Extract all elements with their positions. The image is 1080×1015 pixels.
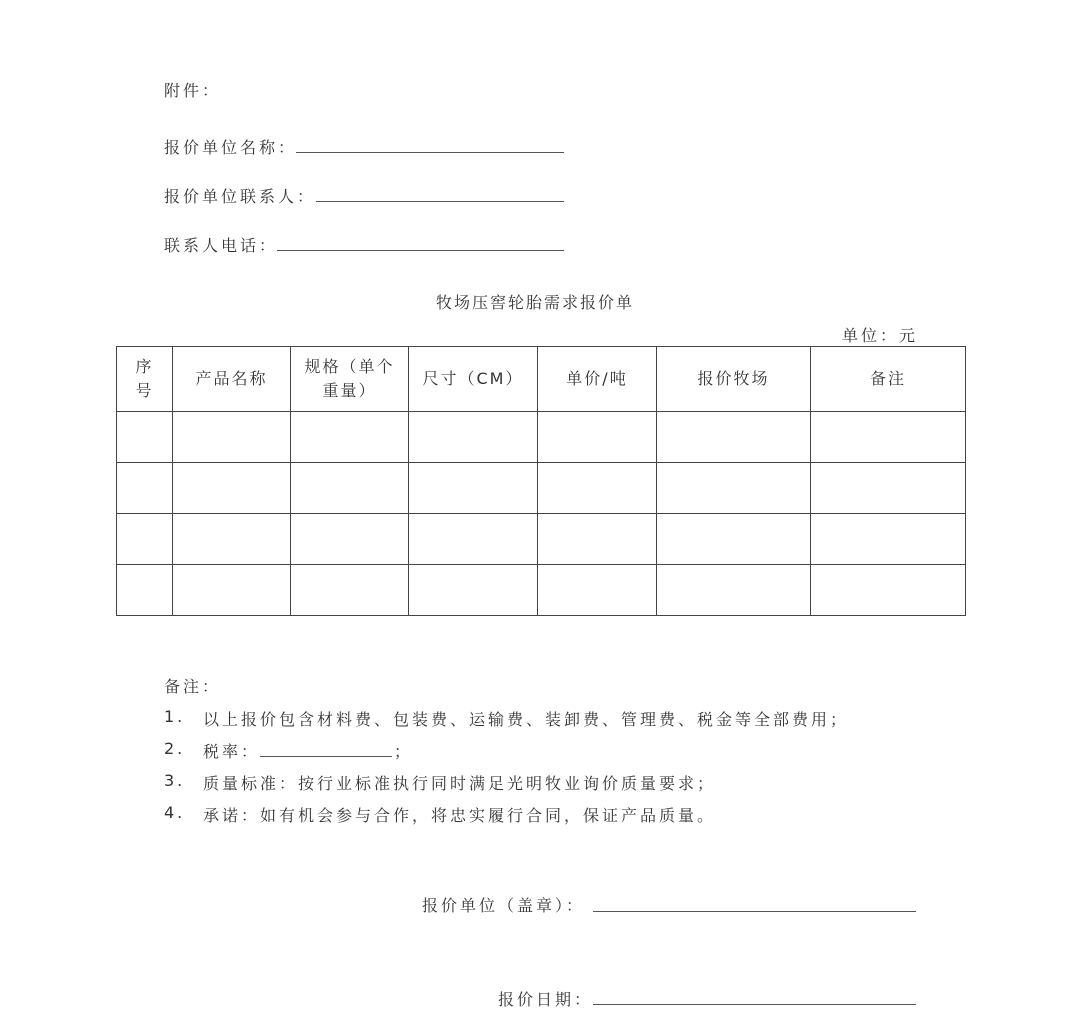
cell-size[interactable]: [409, 514, 538, 565]
header-ranch: 报价牧场: [657, 347, 811, 412]
cell-ranch[interactable]: [657, 514, 811, 565]
cell-size[interactable]: [409, 565, 538, 616]
note-text: 质量标准：按行业标准执行同时满足光明牧业询价质量要求；: [203, 774, 717, 793]
table-header-row: [117, 347, 966, 412]
table-row: [117, 514, 966, 565]
note-number: 4.: [164, 803, 186, 822]
cell-remarks[interactable]: [811, 514, 966, 565]
table-row: [117, 565, 966, 616]
note-number: 3.: [164, 771, 186, 790]
header-index: 序号: [117, 347, 173, 412]
unit-label: 单位：元: [842, 326, 919, 345]
note-text: 税率：: [203, 742, 261, 761]
cell-product-name[interactable]: [173, 412, 291, 463]
note-number: 1.: [164, 707, 186, 726]
cell-index[interactable]: [117, 463, 173, 514]
cell-product-name[interactable]: [173, 514, 291, 565]
note-suffix: ；: [394, 742, 414, 761]
table-row: [117, 412, 966, 463]
cell-remarks[interactable]: [811, 412, 966, 463]
table-row: [117, 463, 966, 514]
header-product-name: 产品名称: [173, 347, 291, 412]
company-name-field[interactable]: [296, 152, 564, 153]
note-text: 承诺：如有机会参与合作，将忠实履行合同，保证产品质量。: [203, 806, 717, 825]
seal-field[interactable]: [593, 911, 916, 912]
contact-phone-field[interactable]: [277, 250, 564, 251]
date-label: 报价日期：: [498, 990, 594, 1009]
cell-ranch[interactable]: [657, 463, 811, 514]
seal-label: 报价单位（盖章）：: [422, 896, 586, 915]
cell-unit-price[interactable]: [538, 514, 657, 565]
cell-spec[interactable]: [291, 565, 409, 616]
note-number: 2.: [164, 739, 186, 758]
cell-unit-price[interactable]: [538, 565, 657, 616]
company-name-label: 报价单位名称：: [164, 138, 298, 157]
cell-ranch[interactable]: [657, 412, 811, 463]
attachment-label: 附件：: [164, 81, 222, 100]
cell-remarks[interactable]: [811, 463, 966, 514]
contact-person-field[interactable]: [316, 201, 564, 202]
cell-unit-price[interactable]: [538, 412, 657, 463]
cell-remarks[interactable]: [811, 565, 966, 616]
cell-index[interactable]: [117, 514, 173, 565]
form-title: 牧场压窖轮胎需求报价单: [436, 293, 635, 312]
cell-ranch[interactable]: [657, 565, 811, 616]
contact-phone-label: 联系人电话：: [164, 236, 279, 255]
cell-index[interactable]: [117, 565, 173, 616]
cell-spec[interactable]: [291, 412, 409, 463]
cell-unit-price[interactable]: [538, 463, 657, 514]
cell-size[interactable]: [409, 412, 538, 463]
cell-index[interactable]: [117, 412, 173, 463]
header-remarks: 备注: [811, 347, 966, 412]
cell-product-name[interactable]: [173, 565, 291, 616]
cell-spec[interactable]: [291, 514, 409, 565]
cell-spec[interactable]: [291, 463, 409, 514]
cell-size[interactable]: [409, 463, 538, 514]
tax-rate-field[interactable]: [260, 756, 392, 757]
quote-table: [116, 346, 966, 616]
header-unit-price: 单价/吨: [538, 347, 657, 412]
cell-product-name[interactable]: [173, 463, 291, 514]
header-size: 尺寸（CM）: [409, 347, 538, 412]
contact-person-label: 报价单位联系人：: [164, 187, 317, 206]
notes-title: 备注：: [164, 677, 222, 696]
note-text: 以上报价包含材料费、包装费、运输费、装卸费、管理费、税金等全部费用；: [203, 710, 850, 729]
date-field[interactable]: [593, 1004, 916, 1005]
header-spec: 规格（单个重量）: [291, 347, 409, 412]
